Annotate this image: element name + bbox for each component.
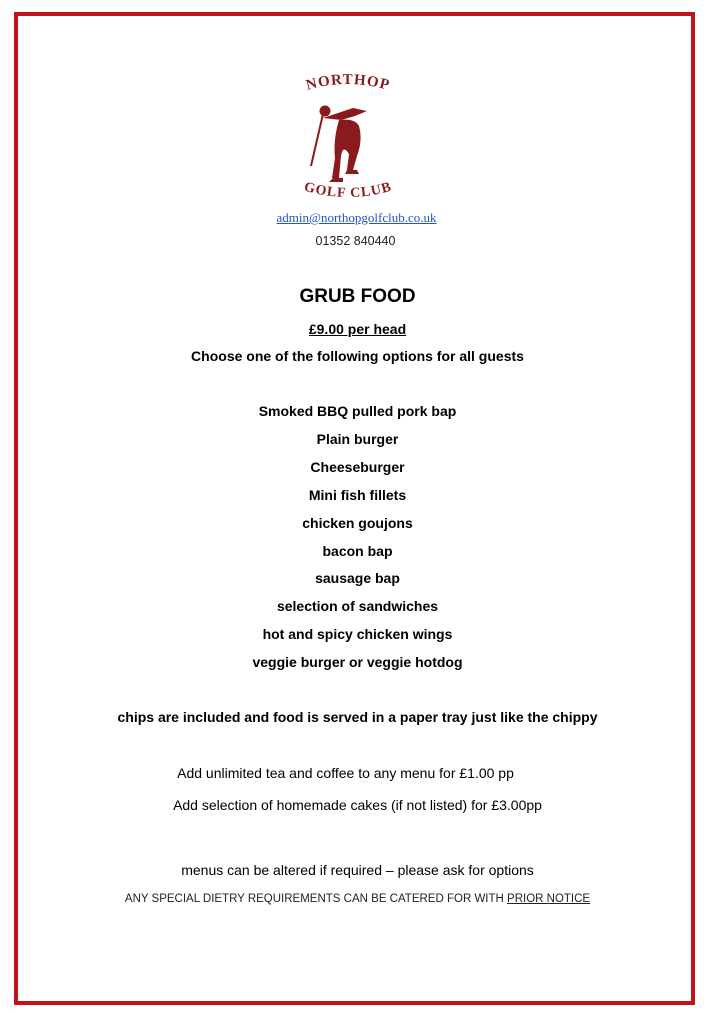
phone-number: 01352 840440 (315, 234, 396, 248)
menu-item: Mini fish fillets (308, 487, 407, 503)
email-link[interactable]: admin@northopgolfclub.co.uk (276, 210, 437, 225)
dietary-text: ANY SPECIAL DIETRY REQUIREMENTS CAN BE CATERED FOR WITH (124, 893, 504, 905)
menu-title: GRUB FOOD (299, 286, 416, 307)
addon-cakes: Add selection of homemade cakes (if not listed) for £3.00pp (173, 797, 542, 813)
menu-item: Cheeseburger (310, 459, 405, 475)
menu-item: selection of sandwiches (276, 598, 439, 614)
menu-item: sausage bap (315, 570, 400, 586)
addon-tea-coffee: Add unlimited tea and coffee to any menu for £1.00 pp (177, 765, 514, 781)
svg-text:NORTHOP: NORTHOP (304, 74, 392, 94)
menu-item: chicken goujons (302, 515, 413, 531)
golf-club-logo (283, 74, 413, 208)
alter-note: menus can be altered if required – please ask for options (181, 862, 534, 878)
menu-instruction: Choose one of the following options for all guests (191, 348, 524, 364)
chips-note: chips are included and food is served in a paper tray just like the chippy (117, 709, 598, 725)
prior-notice: PRIOR NOTICE (507, 893, 591, 905)
menu-item: veggie burger or veggie hotdog (252, 654, 463, 670)
menu-item: Smoked BBQ pulled pork bap (258, 403, 457, 419)
dietary-note (0, 893, 715, 905)
menu-item: Plain burger (316, 431, 399, 447)
menu-price: £9.00 per head (308, 321, 407, 337)
svg-text:GOLF CLUB: GOLF CLUB (302, 179, 394, 202)
menu-item: hot and spicy chicken wings (262, 626, 453, 642)
menu-item: bacon bap (322, 543, 393, 559)
